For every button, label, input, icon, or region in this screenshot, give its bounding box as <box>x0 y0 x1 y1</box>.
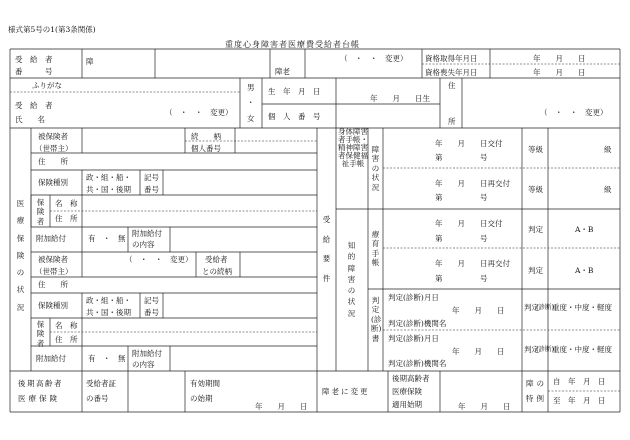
grade-unit-2: 級 <box>604 185 612 194</box>
lost-date: 年 月 日 <box>533 68 586 77</box>
insurance-type-opts2-2: 共・国・後期 <box>86 308 131 317</box>
elderly-ins-label-1: 後期高齢者 <box>392 374 430 383</box>
judge-date-label-2: 判定(診断)月日 <box>388 334 439 343</box>
name-change: （ ・ ・ 変更） <box>165 108 233 117</box>
gender-female: 女 <box>247 114 255 123</box>
judge-diag-2a: 判定 <box>524 345 539 354</box>
insurance-side-label: 医療保険の状況 <box>16 199 25 312</box>
acquired-label: 資格取得年月日 <box>425 54 478 63</box>
judge-ab-1: A・B <box>575 225 594 234</box>
extra-content-2: の内容 <box>132 240 155 249</box>
gender-male: 男 <box>247 83 255 92</box>
furigana-label: ふりがな <box>32 81 62 90</box>
special-label-2: 特例 <box>526 394 547 403</box>
recipient-no-label-2: 番 号 <box>15 67 53 76</box>
judge-label-2: 判定 <box>528 266 543 275</box>
reissue-no-1: 第 号 <box>435 193 488 202</box>
elderly-ins-label-2: 医療保険 <box>392 387 422 396</box>
name-label: 氏 名 <box>15 115 45 124</box>
mental-state-label: 知的障害の状況 <box>347 241 356 318</box>
birth-value: 年 月 日生 <box>370 94 430 103</box>
elderly-mark: 障老 <box>275 67 290 76</box>
special-to: 至 年 月 日 <box>553 396 606 405</box>
elderly-ins-label-3: 適用始期 <box>392 400 422 409</box>
elderly-label-2: 医療保険 <box>18 394 60 403</box>
address-change: （ ・ ・ 変更） <box>540 108 608 117</box>
insurer-address-label-2: 住 所 <box>55 335 78 344</box>
valid-date: 年 月 日 <box>255 402 308 411</box>
extra-content-1-2: 附加給付 <box>132 349 162 358</box>
insured-label: 被保険者 <box>38 132 68 141</box>
form-title: 重度心身障害者医療費受給者台帳 <box>225 40 360 49</box>
valid-label-2: の始期 <box>190 394 213 403</box>
insurance-type-label-2: 保険種別 <box>38 301 68 310</box>
insured-address-label-2: 住 所 <box>38 280 68 289</box>
issue-no-1: 第 号 <box>435 153 488 162</box>
disability-mark: 障 <box>86 57 94 66</box>
cert-no-label-1: 受給者証 <box>86 379 116 388</box>
special-from: 自 年 月 日 <box>553 377 606 386</box>
judge-date-value-1: 年 月 日 <box>452 306 505 315</box>
change-to-elderly: 障老に変更 <box>322 387 370 396</box>
extra-content-1: 附加給付 <box>132 229 162 238</box>
insured-address-label: 住 所 <box>38 157 68 166</box>
insured-head-2: （世帯主） <box>35 267 73 276</box>
personal-no-label-2: 個人番号 <box>191 144 221 153</box>
number-label-2: 番号 <box>144 308 159 317</box>
lost-label: 資格喪失年月日 <box>425 68 478 77</box>
judge-org-label-2: 判定(診断)機関名 <box>388 359 447 368</box>
grade-unit-1: 級 <box>604 145 612 154</box>
insurer-label-2: 保険者 <box>36 320 45 348</box>
relation-label: 続 柄 <box>191 132 221 141</box>
form-number: 様式第5号の1(第3条関係) <box>8 25 96 34</box>
reissue-date-2: 年 月 日再交付 <box>435 259 510 268</box>
extra-benefit-label-2: 附加給付 <box>36 354 66 363</box>
relation-label-2a: 受給者 <box>205 255 228 264</box>
gender-dot: ・ <box>247 98 255 107</box>
cert-no-label-2: の番号 <box>86 394 109 403</box>
rehab-cert-label: 療育手帳 <box>371 230 380 268</box>
reissue-no-2: 第 号 <box>435 274 488 283</box>
severity-1: 重度・中度・軽度 <box>552 303 612 312</box>
number-label: 番号 <box>144 185 159 194</box>
eligibility-side-label: 受給要件 <box>322 215 331 283</box>
recipient-no-label: 受 給 者 <box>15 55 53 64</box>
extra-benefit-opts: 有 ・ 無 <box>88 234 126 243</box>
address-label-2: 所 <box>448 117 456 126</box>
insured-label-2: 被保険者 <box>38 255 68 264</box>
insured-change: （ ・ ・ 変更） <box>125 255 193 264</box>
insurance-type-opts1-2: 政・組・船・ <box>86 296 131 305</box>
extra-benefit-opts-2: 有 ・ 無 <box>88 354 126 363</box>
judge-date-value-2: 年 月 日 <box>452 347 505 356</box>
top-change-date: （ ・ ・ 変更） <box>340 54 408 63</box>
issue-date-2: 年 月 日交付 <box>435 219 503 228</box>
physical-cert-label: 身体障害者手帳・精神障害者保健福祉手帳 <box>338 127 368 168</box>
relation-label-2b: との続柄 <box>202 267 232 276</box>
elderly-label-1: 後期高齢者 <box>18 379 63 388</box>
insurer-name-label-2: 名 称 <box>55 321 78 330</box>
symbol-label: 記号 <box>144 173 159 182</box>
birth-label: 生 年 月 日 <box>268 87 321 96</box>
judge-diag-2b: (診断) <box>536 345 555 353</box>
address-label: 住 <box>448 81 456 90</box>
insurer-label: 保険者 <box>36 198 45 226</box>
reissue-date-1: 年 月 日再交付 <box>435 179 510 188</box>
insurer-address-label: 住 所 <box>55 214 78 223</box>
personal-no-label: 個 人 番 号 <box>268 112 321 121</box>
grade-label-1: 等級 <box>528 145 543 154</box>
valid-label-1: 有効期間 <box>190 379 220 388</box>
insurance-type-opts1: 政・組・船・ <box>86 173 131 182</box>
severity-2: 重度・中度・軽度 <box>552 345 612 354</box>
recipient-label: 受 給 者 <box>15 101 53 110</box>
issue-date-1: 年 月 日交付 <box>435 139 503 148</box>
judgement-label: 判定(診断)書 <box>371 296 382 343</box>
insurance-type-opts2: 共・国・後期 <box>86 185 131 194</box>
issue-no-2: 第 号 <box>435 234 488 243</box>
extra-benefit-label: 附加給付 <box>36 234 66 243</box>
judge-diag-1b: (診断) <box>536 303 555 311</box>
elderly-ins-date: 年 月 日 <box>458 402 511 411</box>
acquired-date: 年 月 日 <box>533 54 586 63</box>
judge-ab-2: A・B <box>575 266 594 275</box>
insured-head: （世帯主） <box>35 144 73 153</box>
insurer-name-label: 名 称 <box>55 199 78 208</box>
judge-date-label-1: 判定(診断)月日 <box>388 293 439 302</box>
judge-label-1: 判定 <box>528 225 543 234</box>
symbol-label-2: 記号 <box>144 296 159 305</box>
judge-diag-1a: 判定 <box>524 303 539 312</box>
disability-state-label: 障害の状況 <box>371 145 380 192</box>
grade-label-2: 等級 <box>528 185 543 194</box>
extra-content-2-2: の内容 <box>132 360 155 369</box>
insurance-type-label: 保険種別 <box>38 178 68 187</box>
judge-org-label-1: 判定(診断)機関名 <box>388 319 447 328</box>
special-label-1: 障の <box>526 379 547 388</box>
